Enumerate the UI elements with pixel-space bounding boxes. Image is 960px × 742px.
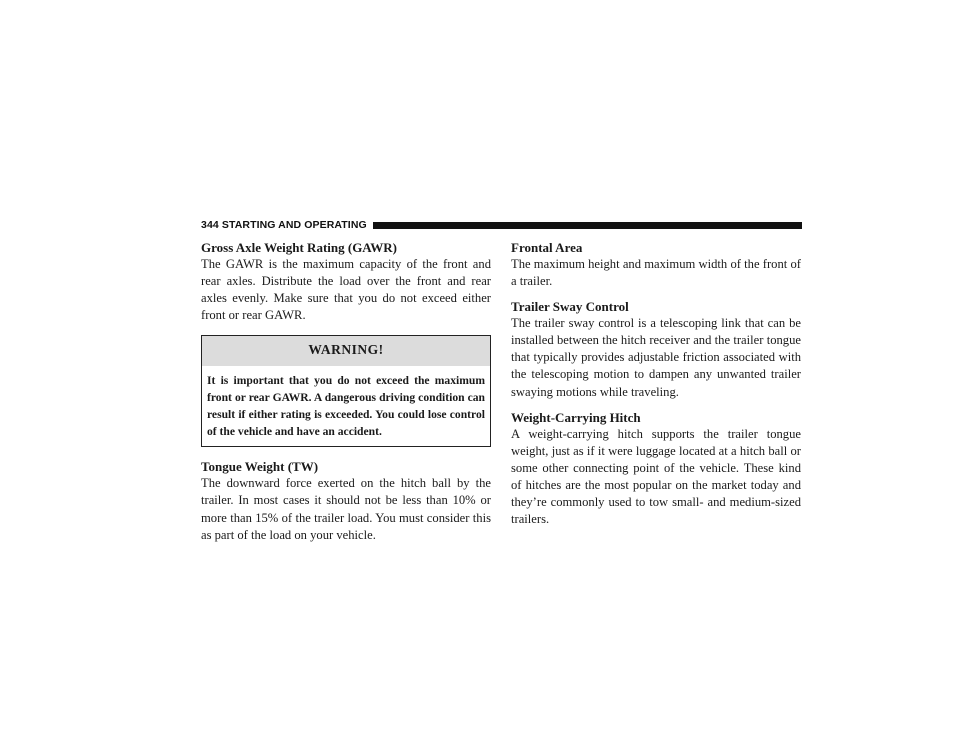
header-label <box>201 219 373 231</box>
frontal-area-heading: Frontal Area <box>511 240 583 255</box>
frontal-area-paragraph: The maximum height and maximum width of the front of a trailer. <box>511 257 801 289</box>
right-column <box>511 240 801 528</box>
spacer <box>511 290 801 299</box>
warning-box <box>201 335 491 447</box>
tongue-weight-heading: Tongue Weight (TW) <box>201 459 319 475</box>
gawr-paragraph: The GAWR is the maximum capacity of the front and rear axles. Distribute the load over the front and rear axles evenly. Make sure that you do not exceed either front or rear GAWR. <box>201 257 491 323</box>
gawr-heading: Gross Axle Weight Rating (GAWR) <box>201 240 397 255</box>
page-number: 344 <box>201 219 219 231</box>
page-header <box>201 218 802 232</box>
weight-carrying-hitch-paragraph: A weight-carrying hitch supports the trailer tongue weight, just as if it were luggage located at a hitch ball or some other connecting point of the vehicle. These kind of hitches are the most popular on the market today and they’re commonly used to tow small- and medium-sized trailers. <box>511 426 801 527</box>
spacer <box>511 401 801 410</box>
left-column <box>201 240 491 544</box>
tongue-weight-paragraph: The downward force exerted on the hitch ball by the trailer. In most cases it should not be less than 10% or more than 15% of the trailer load. You must consider this as part of the load on your vehicle. <box>201 476 491 542</box>
warning-title: WARNING! <box>202 336 490 366</box>
weight-carrying-hitch-heading: Weight-Carrying Hitch <box>511 409 641 425</box>
header-rule <box>373 222 802 229</box>
trailer-sway-heading: Trailer Sway Control <box>511 299 629 315</box>
warning-text: It is important that you do not exceed the maximum front or rear GAWR. A dangerous driving condition can result if either rating is exceeded. You could lose control of the vehicle and have an accident. <box>207 374 485 439</box>
trailer-sway-paragraph: The trailer sway control is a telescoping link that can be installed between the hitch receiver and the trailer tongue that typically provides adjustable friction associated with the telescoping motion to dampen any unwanted trailer swaying motions while traveling. <box>511 316 801 399</box>
section-title: STARTING AND OPERATING <box>221 219 367 231</box>
